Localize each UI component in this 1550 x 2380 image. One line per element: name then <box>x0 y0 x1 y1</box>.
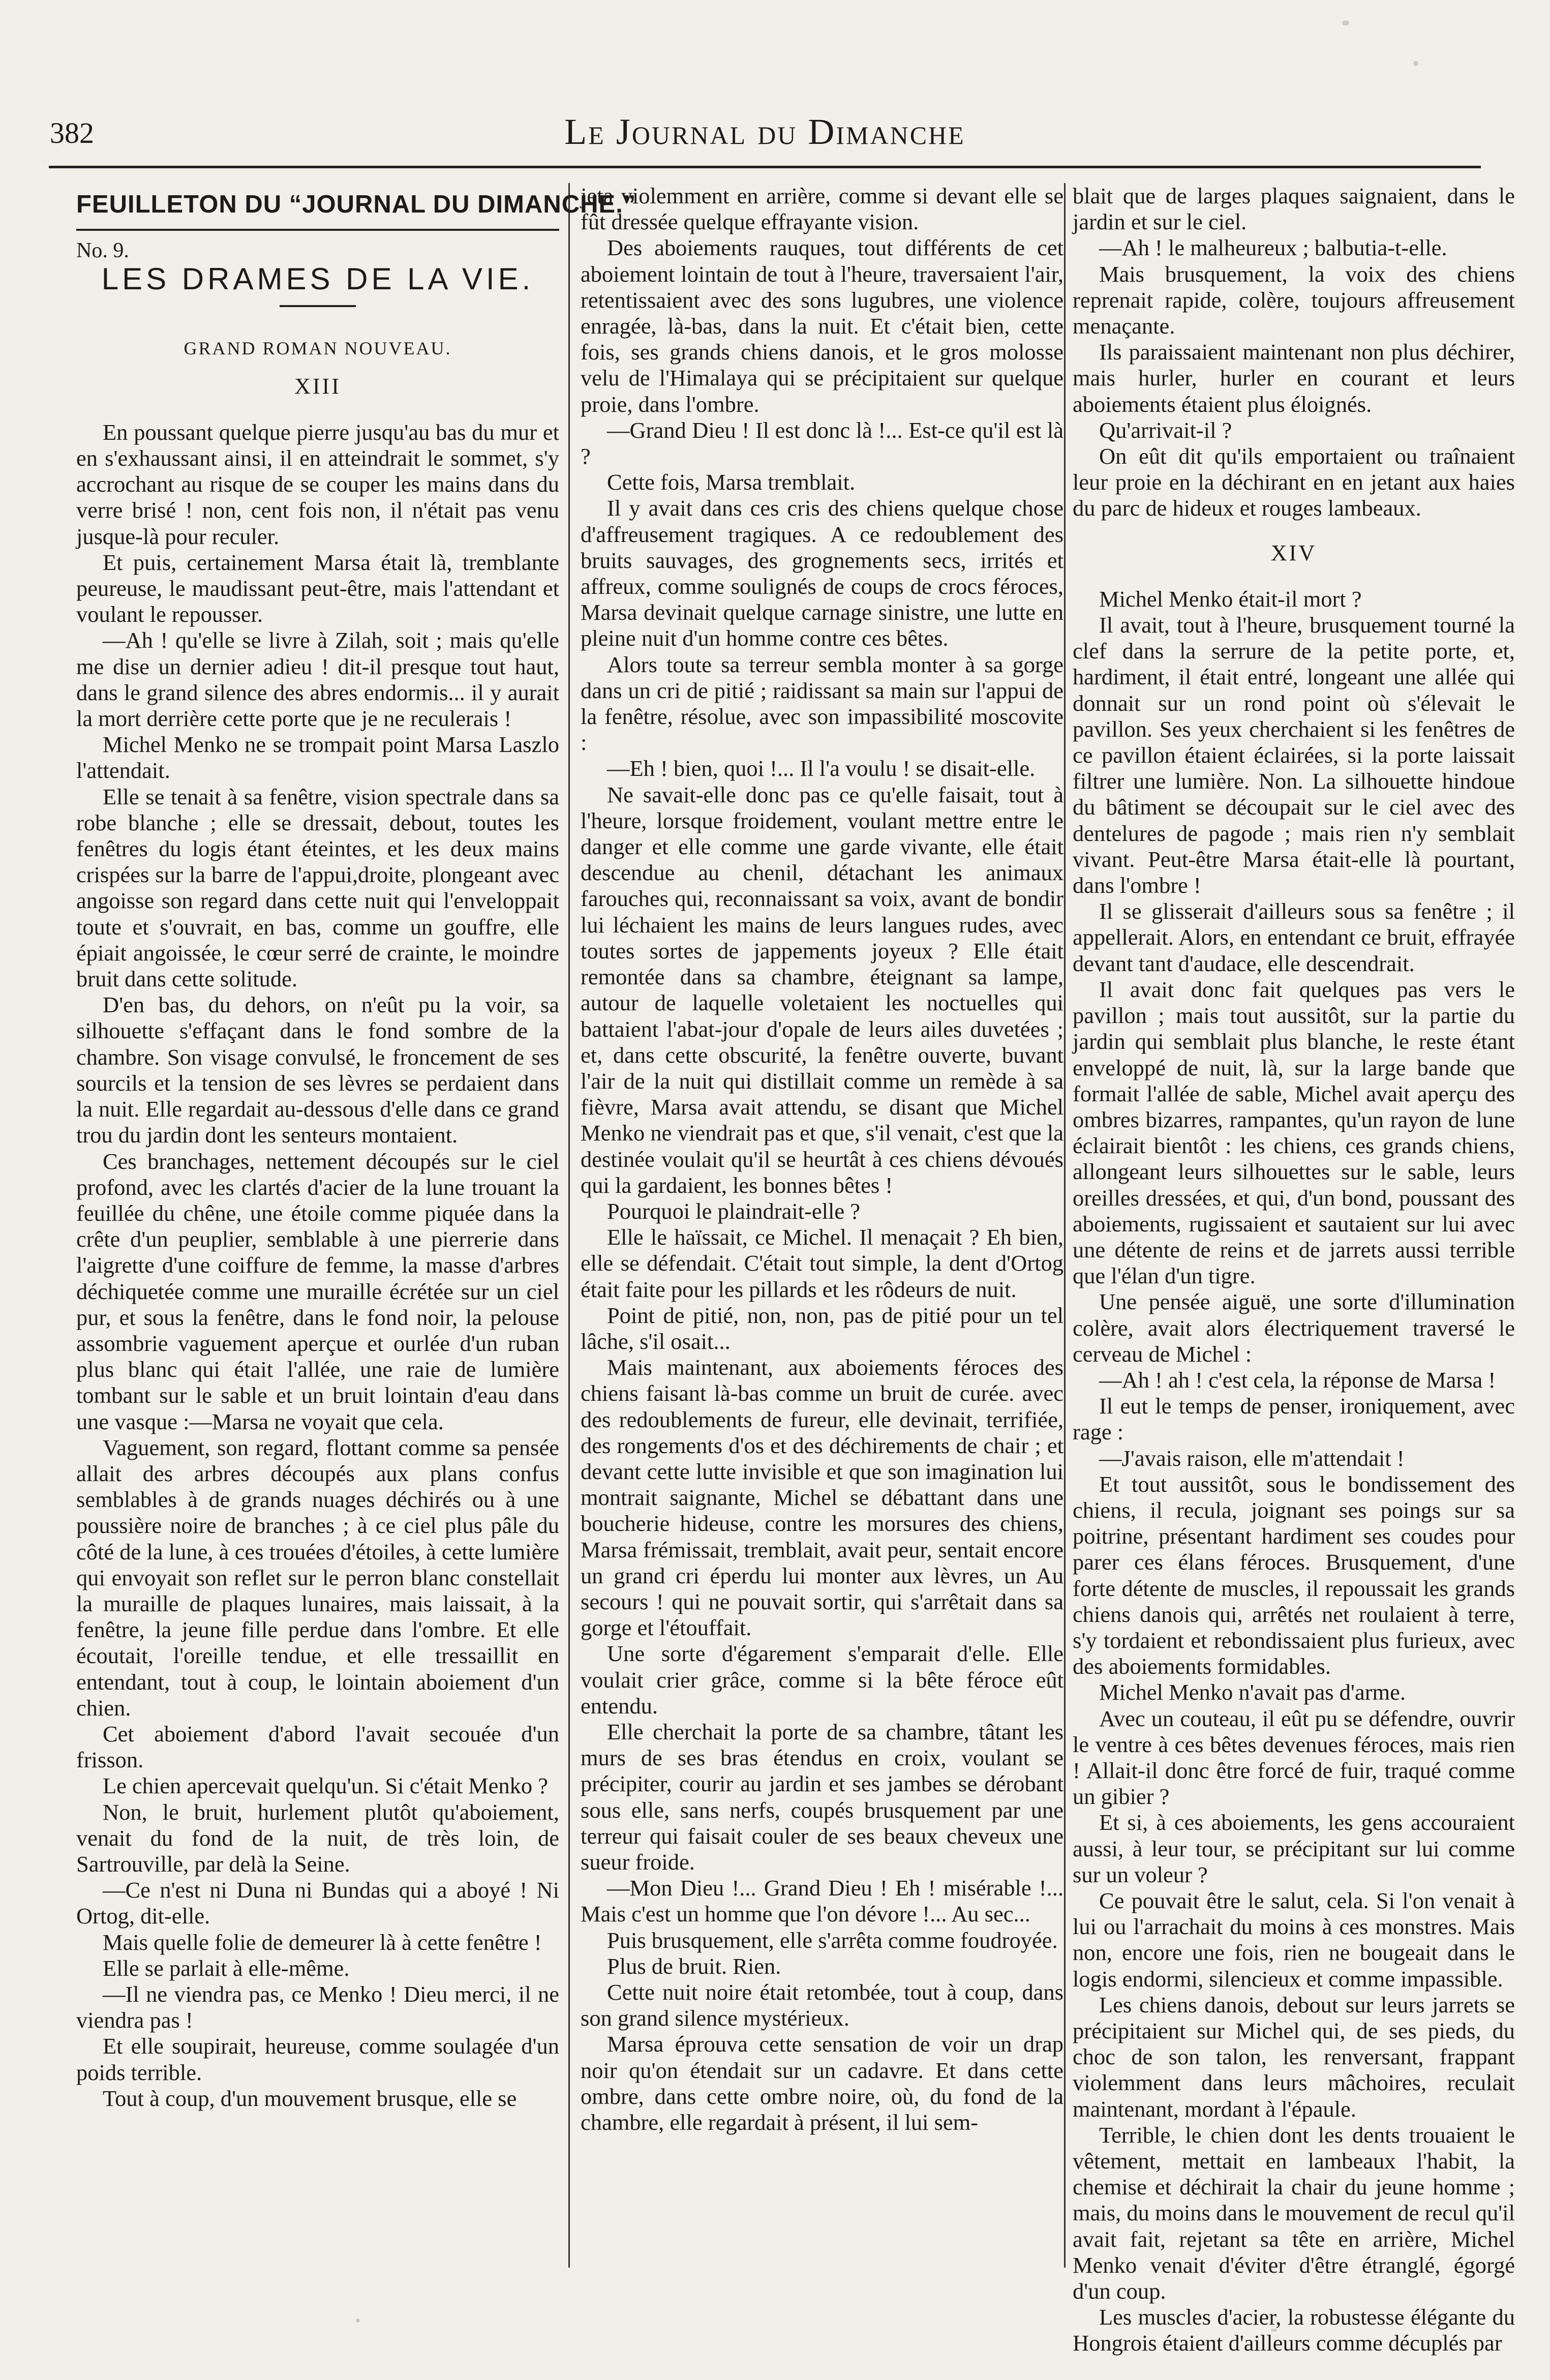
feuilleton-label: FEUILLETON DU “JOURNAL DU DIMANCHE.” <box>76 191 636 218</box>
page-header <box>41 111 1489 162</box>
paragraph: Avec un couteau, il eût pu se défendre, ouvrir le ventre à ces bêtes devenues féroces, mais rien ! Allait-il donc être forcé de fuir, traqué comme un gibier ? <box>1073 1705 1515 1810</box>
paragraph: —Ah ! qu'elle se livre à Zilah, soit ; mais qu'elle me dise un dernier adieu ! dit-il presque tout haut, dans le grand silence des abres endormis... il y aurait la mort derrière cette porte que je ne reculerais ! <box>76 627 559 732</box>
column-3 <box>1073 183 1515 2356</box>
paragraph: Elle cherchait la porte de sa chambre, tâtant les murs de ses bras étendus en croix, voulant se précipiter, courir au jardin et ses jambes se dérobant sous elle, sans nerfs, coupés brusquement par une terreur qui faisait couler de ses beaux cheveux une sueur froide. <box>581 1719 1063 1875</box>
paragraph: Mais maintenant, aux aboiements féroces des chiens faisant là-bas comme un bruit de curée. avec des redoublements de fureur, elle devinait, terrifiée, des rongements d'os et des déchirements de chair ; et devant cette lutte invisible et que son imagination lui montrait saignante, Michel se débattant dans une boucherie hideuse, contre les morsures des chiens, Marsa frémissait, tremblait, avait peur, sentait encore un grand cri éperdu lui monter aux lèvres, un Au secours ! qui ne pouvait sortir, qui s'arrêtait dans sa gorge et l'étouffait. <box>581 1354 1063 1641</box>
paragraph: On eût dit qu'ils emportaient ou traînaient leur proie en la déchirant en en jetant aux haies du parc de hideux et rouges lambeaux. <box>1073 443 1515 521</box>
paragraph: Les chiens danois, debout sur leurs jarrets se précipitaient sur Michel qui, de ses pieds, du choc de son talon, les renversant, frappant violemment dans leurs mâchoires, reculait maintenant, mordant à l'épaule. <box>1073 1992 1515 2122</box>
column-1-text <box>76 419 559 2112</box>
page-number: 382 <box>50 116 94 149</box>
paragraph: Cette nuit noire était retombée, tout à coup, dans son grand silence mystérieux. <box>581 1979 1063 2031</box>
paragraph: —Mon Dieu !... Grand Dieu ! Eh ! misérable !... Mais c'est un homme que l'on dévore !... Au sec... <box>581 1875 1063 1927</box>
paragraph: Michel Menko ne se trompait point Marsa Laszlo l'attendait. <box>76 732 559 784</box>
paragraph: Elle le haïssait, ce Michel. Il menaçait ? Eh bien, elle se défendait. C'était tout simple, la dent d'Ortog était faite pour les pillards et les rôdeurs de nuit. <box>581 1224 1063 1302</box>
paragraph: —Grand Dieu ! Il est donc là !... Est-ce qu'il est là ? <box>581 417 1063 469</box>
paragraph: Il se glisserait d'ailleurs sous sa fenêtre ; il appellerait. Alors, en entendant ce bruit, effrayée devant tant d'audace, elle descendrait. <box>1073 898 1515 976</box>
paragraph: Elle se tenait à sa fenêtre, vision spectrale dans sa robe blanche ; elle se dressait, debout, toutes les fenêtres du logis étant éteintes, et les deux mains crispées sur la barre de l'appui,droite, plongeant avec angoisse son regard dans cette nuit qui l'enveloppait toute et s'ouvrait, en bas, comme un gouffre, elle épiait angoissée, le cœur serré de crainte, le moindre bruit dans cette solitude. <box>76 784 559 992</box>
paragraph: Alors toute sa terreur sembla monter à sa gorge dans un cri de pitié ; raidissant sa main sur l'appui de la fenêtre, résolue, avec son impassibilité moscovite : <box>581 651 1063 756</box>
paragraph: En poussant quelque pierre jusqu'au bas du mur et en s'exhaussant ainsi, il en atteindrait le sommet, s'y accrochant au risque de se couper les mains dans du verre brisé ! non, cent fois non, il n'était pas venu jusque-là pour reculer. <box>76 419 559 549</box>
paragraph: Une sorte d'égarement s'emparait d'elle. Elle voulait crier grâce, comme si la bête féroce eût entendu. <box>581 1641 1063 1719</box>
title-rule <box>280 305 356 307</box>
paragraph: Pourquoi le plaindrait-elle ? <box>607 1198 860 1224</box>
column-3-text-b <box>1073 586 1515 2357</box>
paragraph: Et tout aussitôt, sous le bondissement des chiens, il recula, joignant ses poings sur sa poitrine, présentant hardiment ses coudes pour parer ces élans féroces. Brusquement, d'une forte détente de muscles, il repoussait les grands chiens danois qui, arrêtés net roulaient à terre, s'y tordaient et rebondissaient plus furieux, avec des aboiements formidables. <box>1073 1471 1515 1679</box>
column-rule-2 <box>1064 183 1066 2268</box>
paragraph: Il avait, tout à l'heure, brusquement tourné la clef dans la serrure de la petite porte, et, hardiment, il était entré, longeant une allée qui donnait sur un rond point où s'élevait le pavillon. Ses yeux cherchaient si les fenêtres de ce pavillon étaient éclairées, si la porte laissait filtrer une lumière. Non. La silhouette hindoue du bâtiment se découpait sur le ciel avec des dentelures de pagode ; mais rien n'y semblait vivant. Peut-être Marsa était-elle là pourtant, dans l'ombre ! <box>1073 612 1515 898</box>
paragraph: —Eh ! bien, quoi !... Il l'a voulu ! se disait-elle. <box>607 756 1036 781</box>
paragraph: Vaguement, son regard, flottant comme sa pensée allait des arbres découpés aux plans confus semblables à de grands nuages déchirés ou à une poussière noire de branches ; à ce ciel plus pâle du côté de la lune, à ces trouées d'étoiles, à cette lumière qui envoyait son reflet sur le perron blanc constellait la muraille de plaques lunaires, mais laissait, à la fenêtre, la jeune fille perdue dans l'ombre. Et elle écoutait, l'oreille tendue, et elle tressaillit en entendant, tout à coup, le lointain aboiement d'un chien. <box>76 1434 559 1721</box>
paragraph: Il avait donc fait quelques pas vers le pavillon ; mais tout aussitôt, sur la partie du jardin qui semblait plus blanche, le reste étant enveloppé de nuit, là, sur la large bande que formait l'allée de sable, Michel avait aperçu des ombres bizarres, rampantes, qu'un rayon de lune éclairait bientôt : les chiens, ces grands chiens, allongeant leurs silhouettes sur le sable, leurs oreilles dressées, et qui, d'un bond, poussant des aboiements, rugissaient et sautaient sur lui avec une détente de reins et de jarrets aussi terrible que l'élan d'un tigre. <box>1073 976 1515 1289</box>
paragraph: —Ah ! le malheureux ; balbutia-t-elle. <box>1099 235 1447 261</box>
scan-speck <box>1342 20 1349 25</box>
paragraph: blait que de larges plaques saignaient, dans le jardin et sur le ciel. <box>1073 183 1515 235</box>
header-rule <box>49 166 1481 168</box>
paragraph: Michel Menko n'avait pas d'arme. <box>1099 1679 1406 1705</box>
paragraph: Marsa éprouva cette sensation de voir un drap noir qu'on étendait sur un cadavre. Et dans cette ombre, dans cette ombre noire, où, du fond de la chambre, elle regardait à présent, il lui sem- <box>581 2031 1063 2135</box>
serial-title: LES DRAMES DE LA VIE. <box>101 262 534 296</box>
paragraph: Elle se parlait à elle-même. <box>103 1955 350 1981</box>
installment-number: No. 9. <box>76 239 129 262</box>
scan-speck <box>1413 61 1418 66</box>
paragraph: Tout à coup, d'un mouvement brusque, elle se <box>103 2085 517 2111</box>
chapter-heading: XIII <box>294 373 341 399</box>
paragraph: Il y avait dans ces cris des chiens quelque chose d'affreusement tragiques. A ce redoublement des bruits sauvages, des grognements secs, irrités et affreux, comme soulignés de coups de crocs féroces, Marsa devinait quelque carnage sinistre, une lutte en pleine nuit d'un homme contre ces bêtes. <box>581 495 1063 651</box>
paragraph: Michel Menko était-il mort ? <box>1099 586 1362 612</box>
paragraph: Et si, à ces aboiements, les gens accouraient aussi, à leur tour, se précipitant sur lui comme sur un voleur ? <box>1073 1810 1515 1887</box>
paragraph: Plus de bruit. Rien. <box>607 1953 781 1979</box>
paragraph: —J'avais raison, elle m'attendait ! <box>1099 1445 1405 1471</box>
paragraph: Point de pitié, non, non, pas de pitié pour un tel lâche, s'il osait... <box>581 1302 1063 1354</box>
paragraph: Non, le bruit, hurlement plutôt qu'aboiement, venait du fond de la nuit, de très loin, de Sartrouville, par delà la Seine. <box>76 1799 559 1877</box>
paragraph: Des aboiements rauques, tout différents de cet aboiement lointain de tout à l'heure, traversaient l'air, retentissaient avec des sons lugubres, une violence enragée, là-bas, dans la nuit. Et c'était bien, cette fois, ses grands chiens danois, et le gros molosse velu de l'Himalaya qui se précipitaient sur quelque proie, dans l'ombre. <box>581 235 1063 417</box>
paragraph: —Ce n'est ni Duna ni Bundas qui a aboyé ! Ni Ortog, dit-elle. <box>76 1877 559 1929</box>
paragraph: —Ah ! ah ! c'est cela, la réponse de Marsa ! <box>1099 1367 1496 1393</box>
paragraph: Ils paraissaient maintenant non plus déchirer, mais hurler, hurler en courant et leurs aboiements étaient plus éloignés. <box>1073 339 1515 417</box>
paragraph: Et elle soupirait, heureuse, comme soulagée d'un poids terrible. <box>76 2033 559 2085</box>
paragraph: Ce pouvait être le salut, cela. Si l'on venait à lui ou l'arrachait du moins à ces monstres. Mais non, encore une fois, rien ne bougeait dans le logis endormi, silencieux et comme impassible. <box>1073 1888 1515 1992</box>
paragraph: Mais quelle folie de demeurer là à cette fenêtre ! <box>103 1929 542 1955</box>
scan-speck <box>356 2318 360 2323</box>
paragraph: Ne savait-elle donc pas ce qu'elle faisait, tout à l'heure, lorsque froidement, voulant mettre entre le danger et elle comme une garde vivante, elle était descendue au chenil, détachant les animaux farouches qui, reconnaissant sa voix, avant de bondir lui léchaient les mains de leurs langues rudes, avec toutes sortes de jappements joyeux ? Elle était remontée dans sa chambre, éteignant sa lampe, autour de laquelle voletaient les noctuelles qui battaient l'abat-jour d'opale de leurs ailes duvetées ; et, dans cette obscurité, la fenêtre ouverte, buvant l'air de la nuit qui distillait comme un remède à sa fièvre, Marsa avait attendu, se disant que Michel Menko ne viendrait pas et que, s'il venait, c'est que la destinée voulait qu'il se heurtât à ces chiens dévoués qui la gardaient, les bonnes bêtes ! <box>581 781 1063 1198</box>
paragraph: Ces branchages, nettement découpés sur le ciel profond, avec les clartés d'acier de la lune trouant la feuillée du chêne, une étoile comme piquée dans la crête d'un peuplier, semblable à une pierrerie dans l'aigrette d'une coiffure de femme, la masse d'arbres déchiquetée comme une muraille écrétée sur un ciel pur, et sous la fenêtre, dans le fond noir, la pelouse assombrie vaguement aperçue et ourlée d'un ruban plus blanc qui était l'allée, une raie de lumière tombant sur le sable et un bruit lointain d'eau dans une vasque :—Marsa ne voyait que cela. <box>76 1148 559 1434</box>
paragraph: Il eut le temps de penser, ironiquement, avec rage : <box>1073 1393 1515 1445</box>
column-rule-1 <box>568 183 570 2268</box>
serial-subtitle: GRAND ROMAN NOUVEAU. <box>184 338 452 359</box>
paragraph: Cet aboiement d'abord l'avait secouée d'un frisson. <box>76 1721 559 1773</box>
paragraph: Le chien apercevait quelqu'un. Si c'était Menko ? <box>103 1773 549 1799</box>
paragraph: Terrible, le chien dont les dents trouaient le vêtement, mettait en lambeaux l'habit, la chemise et déchirait la chair du jeune homme ; mais, du moins dans le mouvement de recul qu'il avait fait, rejetant sa tête en arrière, Michel Menko venait d'éviter d'être étranglé, égorgé d'un coup. <box>1073 2122 1515 2304</box>
paragraph: Les muscles d'acier, la robustesse élégante du Hongrois étaient d'ailleurs comme décuplés par <box>1073 2304 1515 2356</box>
paragraph: Et puis, certainement Marsa était là, tremblante peureuse, le maudissant peut-être, mais l'attendant et voulant le repousser. <box>76 549 559 627</box>
paragraph: Puis brusquement, elle s'arrêta comme foudroyée. <box>607 1927 1058 1953</box>
column-3-text-a <box>1073 183 1515 522</box>
paragraph: Qu'arrivait-il ? <box>1099 417 1232 443</box>
chapter-heading-2: XIV <box>1270 540 1317 565</box>
column-2 <box>581 183 1063 2247</box>
paragraph: jeta violemment en arrière, comme si devant elle se fût dressée quelque effrayante vision. <box>581 183 1063 235</box>
paragraph: Une pensée aiguë, une sorte d'illumination colère, avait alors électriquement traversé le cerveau de Michel : <box>1073 1289 1515 1367</box>
paragraph: Cette fois, Marsa tremblait. <box>607 469 856 495</box>
paragraph: Mais brusquement, la voix des chiens reprenait rapide, colère, toujours affreusement menaçante. <box>1073 261 1515 339</box>
paragraph: —Il ne viendra pas, ce Menko ! Dieu merci, il ne viendra pas ! <box>76 1981 559 2033</box>
scan-speck <box>1271 2329 1277 2332</box>
feuilleton-rule <box>76 229 559 231</box>
column-1 <box>76 183 636 2247</box>
column-2-text <box>581 183 1063 2135</box>
journal-title: Le Journal du Dimanche <box>564 111 965 152</box>
paragraph: D'en bas, du dehors, on n'eût pu la voir, sa silhouette s'effaçant dans le fond sombre de la chambre. Son visage convulsé, le froncement de ses sourcils et la tension de ses lèvres se perdaient dans la nuit. Elle regardait au-dessous d'elle dans ce grand trou du jardin dont les senteurs montaient. <box>76 992 559 1148</box>
